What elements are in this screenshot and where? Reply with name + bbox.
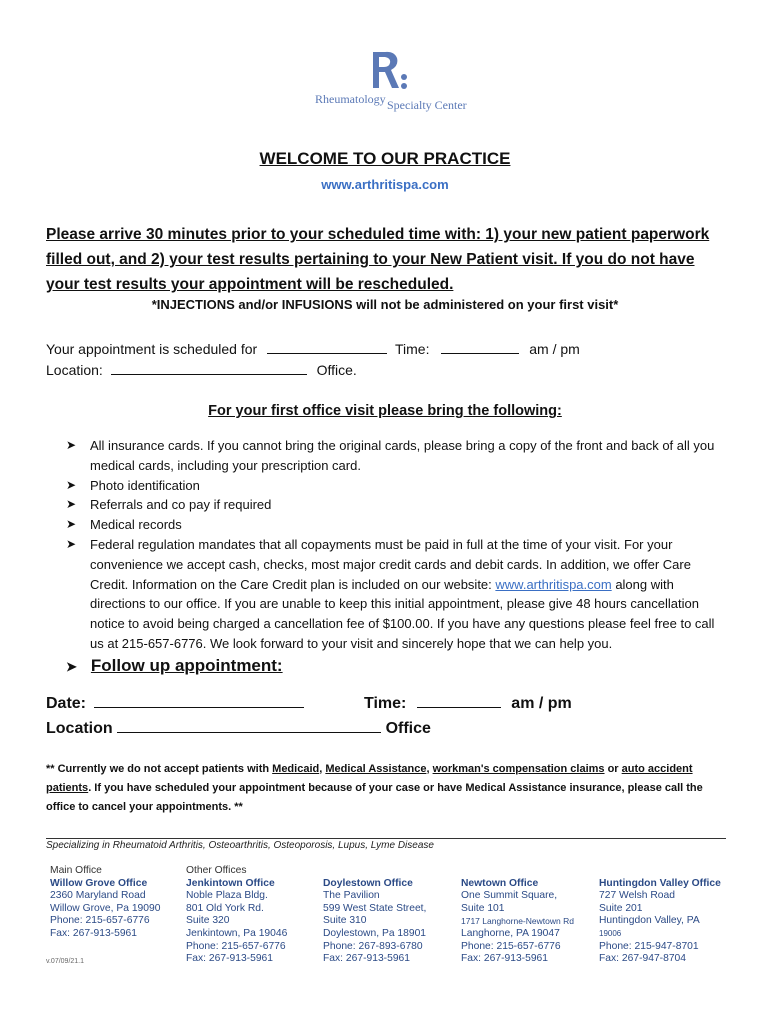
arrow-bullet-icon: ➤	[66, 517, 77, 532]
website-inline-link[interactable]: www.arthritispa.com	[495, 576, 612, 592]
scheduled-label: Your appointment is scheduled for	[46, 341, 258, 357]
arrow-bullet-icon: ➤	[66, 477, 77, 492]
bring-list	[66, 436, 722, 654]
follow-up-ampm: am / pm	[511, 695, 572, 712]
follow-up-location-row	[46, 718, 431, 738]
logo-line2: Specialty Center	[387, 98, 467, 112]
follow-up-time-blank[interactable]	[417, 693, 501, 708]
follow-up-heading: ➤ Follow up appointment:	[66, 656, 283, 675]
practice-logo	[315, 48, 465, 110]
list-item: ➤ Referrals and co pay if required	[66, 495, 722, 515]
follow-up-date-label: Date:	[46, 695, 87, 712]
appointment-scheduled-row	[46, 339, 387, 357]
list-item-federal: ➤ Federal regulation mandates that all copayments must be paid in full at the time of your visit. For your convenience we accept cash, checks, most major credit cards and debit cards. In addition, we offer Care Credit. Information on the Care Credit plan is included on our website: www.arthritispa.com along with directions to our office. If you are unable to keep this initial appointment, please give 48 hours cancellation notice to avoid being charged a cancellation fee of $100.00. If you have any questions please feel free to call us at 215-657-6776. We look forward to your visit and sincerely hope that we can help you.	[66, 536, 715, 651]
ampm-label: am / pm	[529, 341, 580, 357]
footer-divider	[46, 838, 726, 839]
page-title: WELCOME TO OUR PRACTICE	[259, 149, 511, 168]
list-item: ➤ Photo identification	[66, 476, 722, 496]
arrow-bullet-icon: ➤	[66, 497, 77, 512]
injections-note: *INJECTIONS and/or INFUSIONS will not be administered on your first visit*	[151, 297, 619, 312]
list-item: ➤ All insurance cards. If you cannot bring the original cards, please bring a copy of the front and back of all you medical cards, including your prescription card.	[66, 438, 715, 473]
logo-line1: Rheumatology	[315, 92, 386, 106]
office-doylestown: Doylestown Office The Pavilion 599 West State Street, Suite 310 Doylestown, Pa 18901 Phone: 267-893-6780 Fax: 267-913-5961	[323, 877, 427, 965]
specializing-line: Specializing in Rheumatoid Arthritis, Osteoarthritis, Osteoporosis, Lupus, Lyme Disease	[46, 840, 434, 851]
insurance-note: ** Currently we do not accept patients with Medicaid, Medical Assistance, workman's compensation claims or auto accident patients. If you have scheduled your appointment because of your case or have Medical Assistance insurance, please call the office to cancel your appointments. **	[46, 763, 703, 813]
office-newtown: Newtown Office One Summit Square, Suite 101 1717 Langhorne-Newtown Rd Langhorne, PA 19047 Phone: 215-657-6776 Fax: 267-913-5961	[461, 877, 574, 965]
arrow-bullet-icon: ➤	[66, 536, 77, 551]
follow-up-time-label: Time:	[364, 695, 407, 712]
location-blank[interactable]	[111, 360, 307, 375]
time-label: Time:	[395, 341, 430, 357]
follow-up-date-row	[46, 693, 304, 713]
list-item: ➤ Medical records	[66, 515, 722, 535]
follow-up-office-label: Office	[385, 720, 431, 737]
appointment-location-row	[46, 360, 357, 378]
office-suffix: Office.	[316, 362, 357, 378]
arrow-bullet-icon: ➤	[66, 659, 77, 674]
follow-up-time-row	[364, 693, 572, 713]
follow-up-location-blank[interactable]	[117, 718, 381, 733]
follow-up-location-label: Location	[46, 720, 113, 737]
first-visit-heading: For your first office visit please bring the following:	[208, 403, 562, 419]
appointment-time-row	[395, 339, 580, 357]
follow-up-date-blank[interactable]	[94, 693, 304, 708]
office-huntingdon-valley: Huntingdon Valley Office 727 Welsh Road Suite 201 Huntingdon Valley, PA 19006 Phone: 215-947-8701 Fax: 267-947-8704	[599, 877, 721, 965]
scheduled-blank[interactable]	[267, 339, 387, 354]
office-willow-grove: Main Office Willow Grove Office 2360 Maryland Road Willow Grove, Pa 19090 Phone: 215-657-6776 Fax: 267-913-5961	[50, 865, 161, 939]
website-link[interactable]: www.arthritispa.com	[321, 177, 449, 192]
version-code: v.07/09/21.1	[46, 958, 85, 965]
location-label: Location:	[46, 362, 103, 378]
arrow-bullet-icon: ➤	[66, 438, 77, 452]
arrival-instructions: Please arrive 30 minutes prior to your scheduled time with: 1) your new patient paperwork filled out, and 2) your test results pertaining to your New Patient visit. If you do not have your test results your appointment will be rescheduled.	[46, 226, 710, 293]
time-blank[interactable]	[441, 339, 519, 354]
office-jenkintown: Other Offices Jenkintown Office Noble Plaza Bldg. 801 Old York Rd. Suite 320 Jenkintown, Pa 19046 Phone: 215-657-6776 Fax: 267-913-5961	[186, 865, 288, 965]
